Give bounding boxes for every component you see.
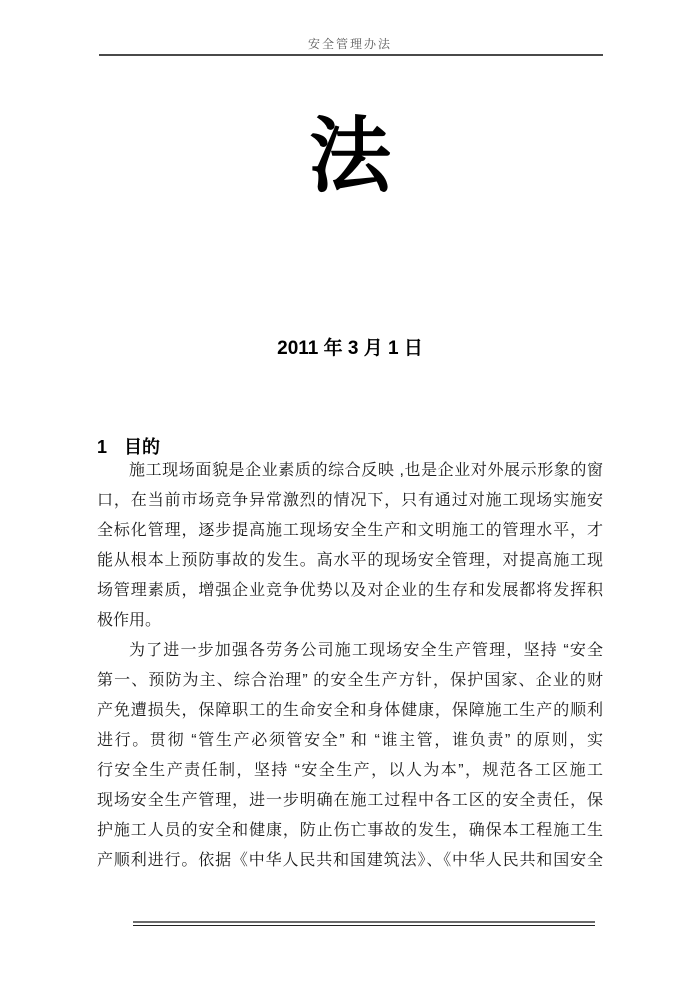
section-number: 1	[97, 437, 108, 457]
body-line: 能从根本上预防事故的发生。高水平的现场安全管理，对提高施工现	[97, 552, 603, 569]
body-line: 产顺利进行。依据《中华人民共和国建筑法》、《中华人民共和国安全	[97, 852, 603, 869]
footer-rule-thin-line	[133, 925, 595, 926]
paragraph-2	[97, 636, 603, 876]
body-line: 场管理素质，增强企业竞争优势以及对企业的生存和发展都将发挥积	[97, 582, 603, 599]
paragraph-1	[97, 456, 603, 636]
body-line: 全标化管理，逐步提高施工现场安全生产和文明施工的管理水平，才	[97, 522, 603, 539]
body-line: 口，在当前市场竞争异常激烈的情况下，只有通过对施工现场实施安	[97, 492, 603, 509]
body-line: 现场安全生产管理，进一步明确在施工过程中各工区的安全责任，保	[97, 792, 603, 809]
footer-rule	[133, 921, 595, 926]
header-rule	[99, 54, 603, 56]
document-date: 2011 年 3 月 1 日	[277, 338, 423, 359]
body-line: 行安全生产责任制，坚持 “安全生产，以人为本”，规范各工区施工	[97, 762, 603, 779]
running-header-title: 安全管理办法	[307, 37, 392, 51]
section-title: 目的	[124, 437, 161, 457]
body-line: 极作用。	[97, 612, 162, 629]
body-text	[97, 456, 603, 876]
body-line: 施工现场面貌是企业素质的综合反映 ,也是企业对外展示形象的窗	[129, 462, 603, 479]
body-line: 为了进一步加强各劳务公司施工现场安全生产管理，坚持 “安全	[129, 642, 603, 659]
body-line: 产免遭损失，保障职工的生命安全和身体健康，保障施工生产的顺利	[97, 702, 603, 719]
document-title-wrapped-char: 法	[308, 111, 391, 202]
body-line: 护施工人员的安全和健康，防止伤亡事故的发生，确保本工程施工生	[97, 822, 603, 839]
body-line: 进行。贯彻 “管生产必须管安全” 和 “谁主管，谁负责” 的原则，实	[97, 732, 603, 749]
body-line: 第一、预防为主、综合治理” 的安全生产方针，保护国家、企业的财	[97, 672, 603, 689]
